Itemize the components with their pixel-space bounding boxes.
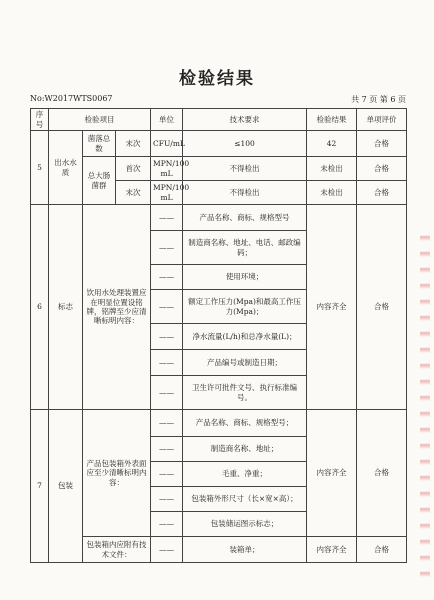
unit-cell: —— (151, 462, 183, 487)
result-cell: 未检出 (307, 157, 357, 181)
result-cell: 42 (307, 131, 357, 157)
requirement-cell: ≤100 (183, 131, 307, 157)
item-name-cell: 包装 (49, 410, 83, 563)
red-seal-edge (420, 225, 430, 585)
table-row (31, 537, 407, 563)
inspection-results-table (30, 108, 407, 563)
item-name-cell: 出水水质 (49, 131, 83, 205)
unit-cell: MPN/100 mL (151, 181, 183, 205)
requirement-cell: 产品名称、商标、规格型号 (183, 205, 307, 231)
evaluation-cell: 合格 (357, 131, 407, 157)
table-row (31, 157, 407, 181)
header-evaluation: 单项评价 (357, 109, 407, 131)
result-cell: 内容齐全 (307, 205, 357, 410)
result-cell: 内容齐全 (307, 537, 357, 563)
report-number: No:W2017WTS0067 (30, 94, 113, 103)
header-seq: 序号 (31, 109, 49, 131)
requirement-cell: 不得检出 (183, 181, 307, 205)
seq-cell: 7 (31, 410, 49, 563)
time-cell: 末次 (116, 181, 151, 205)
unit-cell: —— (151, 437, 183, 462)
evaluation-cell: 合格 (357, 537, 407, 563)
table-row (31, 131, 407, 157)
requirement-cell: 使用环境； (183, 265, 307, 290)
requirement-cell: 额定工作压力(Mpa)和最高工作压力(Mpa)； (183, 290, 307, 324)
evaluation-cell: 合格 (357, 157, 407, 181)
unit-cell: —— (151, 350, 183, 376)
requirement-cell: 制造商名称、地址； (183, 437, 307, 462)
unit-cell: —— (151, 290, 183, 324)
unit-cell: —— (151, 512, 183, 537)
unit-cell: CFU/mL (151, 131, 183, 157)
table-row (31, 410, 407, 437)
description-cell: 产品包装箱外表面应至少清晰标明内容： (83, 410, 151, 537)
requirement-cell: 装箱单； (183, 537, 307, 563)
unit-cell: —— (151, 205, 183, 231)
seq-cell: 5 (31, 131, 49, 205)
header-requirement: 技术要求 (183, 109, 307, 131)
time-cell: 首次 (116, 157, 151, 181)
description-cell: 包装箱内应附有技术文件： (83, 537, 151, 563)
item-name-cell: 标志 (49, 205, 83, 410)
requirement-cell: 卫生许可批件文号、执行标准编号。 (183, 376, 307, 410)
report-header (30, 94, 406, 105)
page-indicator: 共 7 页 第 6 页 (351, 95, 406, 104)
unit-cell: —— (151, 265, 183, 290)
seq-cell: 6 (31, 205, 49, 410)
description-cell: 饮用水处理装置应在明显位置设铭牌，铭牌至少应清晰标明内容： (83, 205, 151, 410)
time-cell: 末次 (116, 131, 151, 157)
document-title: 检验结果 (179, 69, 255, 89)
sub-item-cell: 总大肠菌群 (83, 157, 116, 205)
requirement-cell: 包装储运图示标志； (183, 512, 307, 537)
header-result: 检验结果 (307, 109, 357, 131)
requirement-cell: 包装箱外形尺寸（长×宽×高）； (183, 487, 307, 512)
unit-cell: —— (151, 537, 183, 563)
unit-cell: —— (151, 376, 183, 410)
unit-cell: —— (151, 324, 183, 350)
header-unit: 单位 (151, 109, 183, 131)
unit-cell: MPN/100 mL (151, 157, 183, 181)
evaluation-cell: 合格 (357, 410, 407, 537)
requirement-cell: 产品名称、商标、规格型号； (183, 410, 307, 437)
evaluation-cell: 合格 (357, 205, 407, 410)
requirement-cell: 产品编号或制造日期； (183, 350, 307, 376)
evaluation-cell: 合格 (357, 181, 407, 205)
result-cell: 未检出 (307, 181, 357, 205)
header-item: 检验项目 (49, 109, 151, 131)
requirement-cell: 净水流量(L/h)和总净水量(L)； (183, 324, 307, 350)
result-cell: 内容齐全 (307, 410, 357, 537)
requirement-cell: 不得检出 (183, 157, 307, 181)
table-row (31, 205, 407, 231)
table-header-row (31, 109, 407, 131)
unit-cell: —— (151, 231, 183, 265)
requirement-cell: 制造商名称、地址、电话、邮政编码； (183, 231, 307, 265)
unit-cell: —— (151, 410, 183, 437)
unit-cell: —— (151, 487, 183, 512)
sub-item-cell: 菌落总数 (83, 131, 116, 157)
requirement-cell: 毛重、净重； (183, 462, 307, 487)
